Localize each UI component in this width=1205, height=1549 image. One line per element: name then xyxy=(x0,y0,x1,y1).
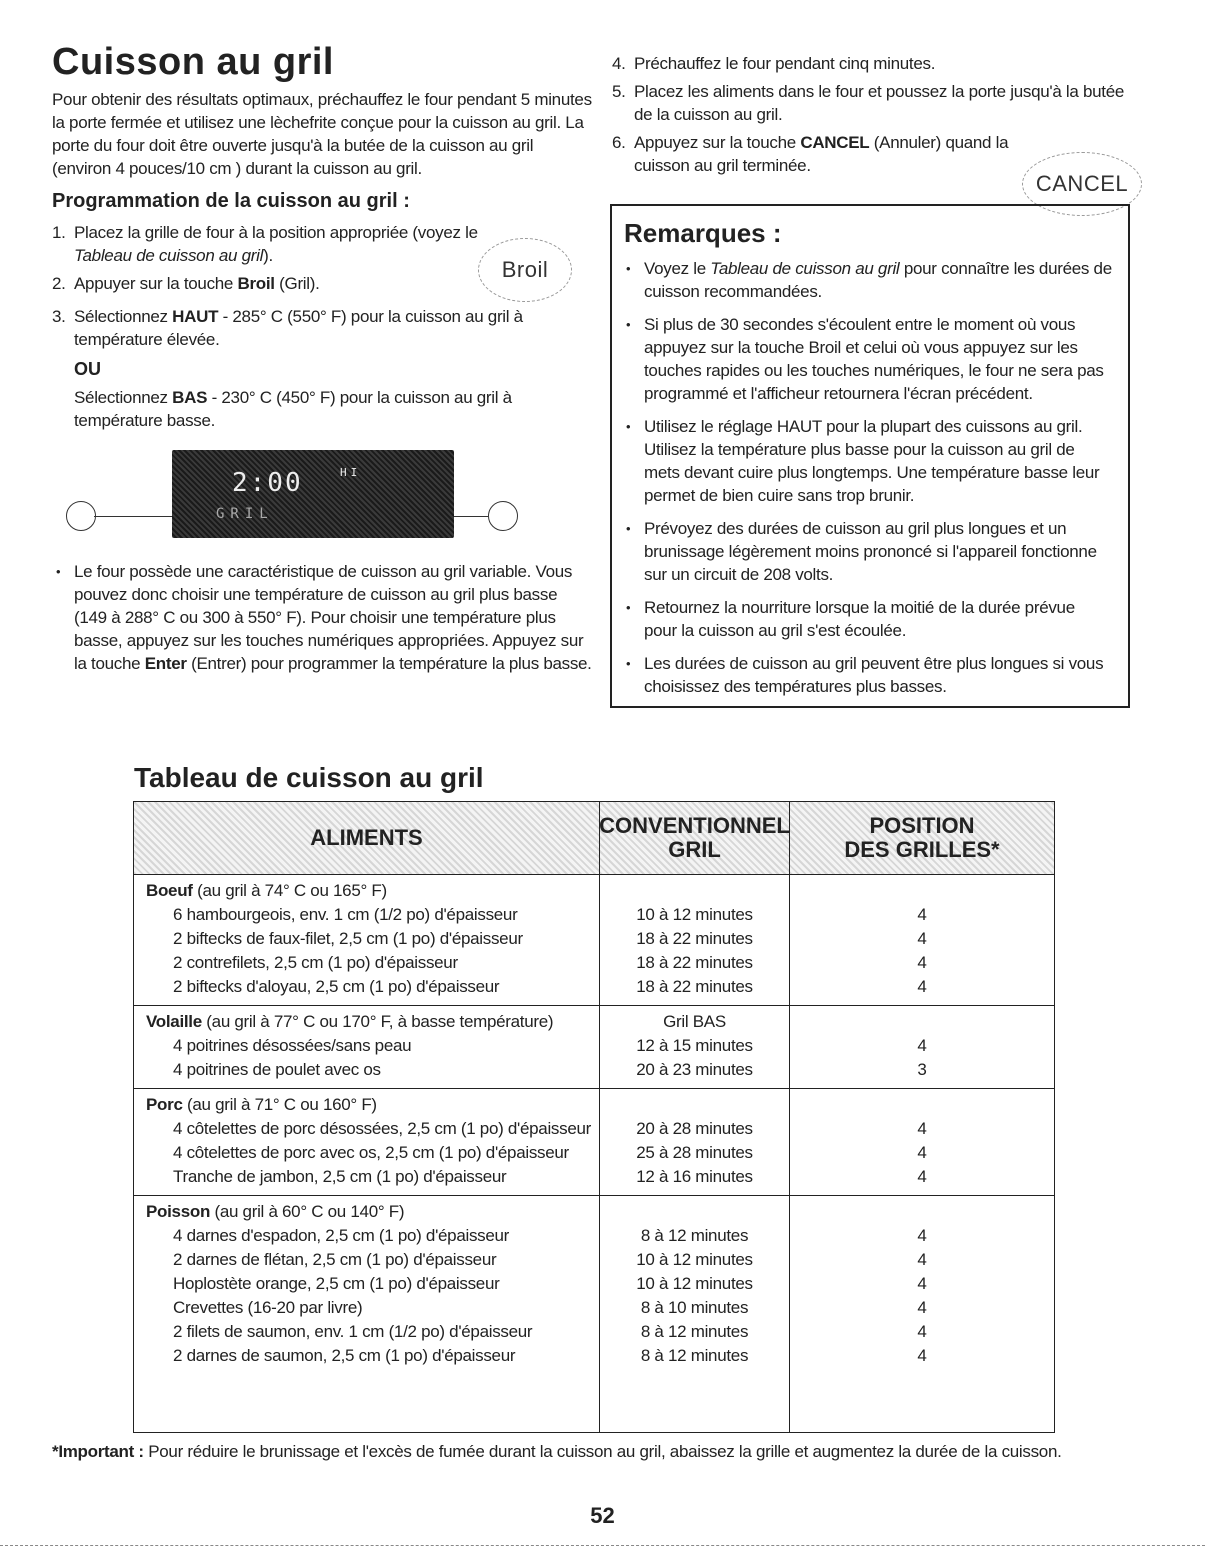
cook-time: 8 à 12 minutes xyxy=(640,1346,749,1365)
display-screen xyxy=(172,450,454,538)
note-text-end: pour connaître les durées de cuisson recommandées. xyxy=(644,259,1112,301)
knob-connector xyxy=(454,516,488,517)
time-cell xyxy=(600,1006,790,1088)
note-text-end: (Entrer) pour programmer la température la plus basse. xyxy=(186,654,592,673)
page-title: Cuisson au gril xyxy=(52,41,334,83)
foods-cell xyxy=(134,1089,600,1195)
rack-position: 4 xyxy=(917,1167,927,1186)
step-4 xyxy=(612,52,1152,75)
food-item: 2 filets de saumon, env. 1 cm (1/2 po) d'épaisseur xyxy=(173,1322,533,1341)
note-item xyxy=(622,517,1112,586)
note-text: Utilisez le réglage HAUT pour la plupart des cuissons au gril. Utilisez la température plus basse pour la cuisson au gril de mets devant cuire plus longtemps. Une température basse leur permet de bien cuire sans trop brunir. xyxy=(644,417,1100,505)
foods-cell xyxy=(134,1196,600,1433)
important-footnote xyxy=(52,1440,1152,1463)
broil-chart-table xyxy=(133,801,1055,1433)
step-text: Préchauffez le four pendant cinq minutes. xyxy=(634,54,936,73)
food-item: 2 biftecks d'aloyau, 2,5 cm (1 po) d'épaisseur xyxy=(173,977,500,996)
group-heading xyxy=(146,1093,599,1117)
group-time-heading: Gril BAS xyxy=(663,1012,726,1031)
time-cell xyxy=(600,1089,790,1195)
time-cell xyxy=(600,875,790,1005)
low-keyword: BAS xyxy=(172,388,208,407)
step-text: Appuyer sur la touche xyxy=(74,274,238,293)
display-time: 2:00 xyxy=(232,468,303,498)
step-text: Placez les aliments dans le four et poussez la porte jusqu'à la butée de la cuisson au gril. xyxy=(634,82,1125,124)
header-rack-position xyxy=(790,802,1054,874)
broil-keyword: Broil xyxy=(237,274,275,293)
food-item: 6 hambourgeois, env. 1 cm (1/2 po) d'épaisseur xyxy=(173,905,518,924)
table-body xyxy=(134,875,1054,1433)
rack-position: 4 xyxy=(917,1143,927,1162)
group-name: Boeuf xyxy=(146,881,193,900)
important-label: *Important : xyxy=(52,1442,144,1461)
rack-position: 4 xyxy=(917,1119,927,1138)
page-number: 52 xyxy=(590,1503,615,1528)
bottom-divider xyxy=(0,1545,1205,1546)
group-time-heading xyxy=(600,879,789,903)
food-item: Hoplostète orange, 2,5 cm (1 po) d'épaisseur xyxy=(173,1274,500,1293)
step-number: 4. xyxy=(612,54,626,73)
group-heading xyxy=(146,1200,599,1224)
header-conventional-line2: GRIL xyxy=(668,837,721,862)
note-item xyxy=(622,313,1112,405)
rack-position: 4 xyxy=(917,1298,927,1317)
step-number: 2. xyxy=(52,274,66,293)
cook-time: 8 à 12 minutes xyxy=(640,1322,749,1341)
food-item: 4 côtelettes de porc avec os, 2,5 cm (1 po) d'épaisseur xyxy=(173,1143,569,1162)
rack-position: 4 xyxy=(917,929,927,948)
step-text: Appuyez sur la touche xyxy=(634,133,801,152)
step-text-end: - 285° C (550° F) pour la cuisson au gril à température élevée. xyxy=(74,307,523,349)
food-item: 2 darnes de saumon, 2,5 cm (1 po) d'épaisseur xyxy=(173,1346,516,1365)
group-name: Volaille xyxy=(146,1012,202,1031)
cook-time: 18 à 22 minutes xyxy=(636,953,753,972)
cook-time: 12 à 16 minutes xyxy=(636,1167,753,1186)
cook-time: 10 à 12 minutes xyxy=(636,1274,753,1293)
rack-position: 4 xyxy=(917,1250,927,1269)
table-group xyxy=(134,1196,1054,1433)
table-group xyxy=(134,1089,1054,1196)
position-cell xyxy=(790,1196,1054,1433)
cook-time: 20 à 23 minutes xyxy=(636,1060,753,1079)
cook-time: 20 à 28 minutes xyxy=(636,1119,753,1138)
variable-broil-note xyxy=(52,560,594,675)
table-reference: Tableau de cuisson au gril xyxy=(710,259,900,278)
note-text: Si plus de 30 secondes s'écoulent entre le moment où vous appuyez sur la touche Broil et celui où vous appuyez sur les touches rapides ou les touches numériques, le four ne sera pas programmé et l'afficheur retournera l'écran précédent. xyxy=(644,315,1104,403)
step-text-end: (Gril). xyxy=(274,274,320,293)
step-text-end: ). xyxy=(263,246,273,265)
rack-position: 4 xyxy=(917,1322,927,1341)
rack-position: 4 xyxy=(917,1346,927,1365)
enter-keyword: Enter xyxy=(144,654,187,673)
rack-position: 4 xyxy=(917,977,927,996)
step-text-end: - 230° C (450° F) pour la cuisson au gril à température basse. xyxy=(74,388,512,430)
step-number: 5. xyxy=(612,82,626,101)
knob-connector xyxy=(94,516,172,517)
broil-button-label: Broil xyxy=(501,257,549,282)
position-cell xyxy=(790,875,1054,1005)
display-level: HI xyxy=(340,466,362,479)
step-text-end: (Annuler) quand la cuisson au gril terminée. xyxy=(634,133,1009,175)
step-3 xyxy=(52,305,592,351)
table-header-row xyxy=(134,802,1054,875)
food-item: 4 côtelettes de porc désossées, 2,5 cm (1 po) d'épaisseur xyxy=(173,1119,591,1138)
group-heading xyxy=(146,1010,599,1034)
notes-box xyxy=(610,204,1130,708)
rack-position: 3 xyxy=(917,1060,927,1079)
step-text: Placez la grille de four à la position appropriée (voyez le xyxy=(74,223,478,242)
programming-heading: Programmation de la cuisson au gril : xyxy=(52,190,410,212)
rack-position: 4 xyxy=(917,953,927,972)
step-6 xyxy=(612,131,1014,177)
cook-time: 12 à 15 minutes xyxy=(636,1036,753,1055)
group-time-heading xyxy=(600,1093,789,1117)
note-item xyxy=(622,596,1112,642)
step-1 xyxy=(52,221,504,267)
cook-time: 8 à 10 minutes xyxy=(640,1298,749,1317)
foods-cell xyxy=(134,1006,600,1088)
note-text: Retournez la nourriture lorsque la moitié de la durée prévue pour la cuisson au gril s'est écoulée. xyxy=(644,598,1075,640)
group-note: (au gril à 77° C ou 170° F, à basse température) xyxy=(201,1012,554,1031)
oven-display-illustration xyxy=(52,446,592,556)
step-5 xyxy=(612,80,1134,126)
note-item xyxy=(622,652,1112,698)
cancel-keyword: CANCEL xyxy=(800,133,870,152)
notes-heading: Remarques : xyxy=(624,218,782,248)
step-text: Sélectionnez xyxy=(74,388,173,407)
step-number: 6. xyxy=(612,133,626,152)
step-number: 3. xyxy=(52,307,66,326)
step-text: Sélectionnez xyxy=(74,307,173,326)
group-name: Porc xyxy=(146,1095,183,1114)
table-group xyxy=(134,1006,1054,1089)
note-text: Le four possède une caractéristique de cuisson au gril variable. Vous pouvez donc choisir une température de cuisson au gril plus basse (149 à 288° C ou 300 à 550° F). Pour choisir une température plus basse, appuyez sur les touches numériques appropriées. Appuyez sur la touche xyxy=(74,562,584,673)
group-note: (au gril à 71° C ou 160° F) xyxy=(182,1095,377,1114)
cook-time: 25 à 28 minutes xyxy=(636,1143,753,1162)
position-cell xyxy=(790,1006,1054,1088)
header-conventional-line1: CONVENTIONNEL xyxy=(599,813,790,838)
table-group xyxy=(134,875,1054,1006)
group-name: Poisson xyxy=(146,1202,211,1221)
group-note: (au gril à 60° C ou 140° F) xyxy=(210,1202,405,1221)
position-cell xyxy=(790,1089,1054,1195)
food-item: 4 poitrines de poulet avec os xyxy=(173,1060,381,1079)
header-conventional xyxy=(600,802,790,874)
step-number: 1. xyxy=(52,223,66,242)
important-text: Pour réduire le brunissage et l'excès de fumée durant la cuisson au gril, abaissez la grille et augmentez la durée de la cuisson. xyxy=(143,1442,1062,1461)
right-knob-icon xyxy=(488,501,518,531)
note-text: Les durées de cuisson au gril peuvent être plus longues si vous choisissez des températures plus basses. xyxy=(644,654,1104,696)
foods-cell xyxy=(134,875,600,1005)
rack-position: 4 xyxy=(917,1036,927,1055)
table-title: Tableau de cuisson au gril xyxy=(134,762,484,793)
cancel-button-label: CANCEL xyxy=(1035,171,1129,196)
note-item xyxy=(622,415,1112,507)
note-text: Prévoyez des durées de cuisson au gril plus longues et un brunissage légèrement moins prononcé si l'appareil fonctionne sur un circuit de 208 volts. xyxy=(644,519,1097,584)
high-keyword: HAUT xyxy=(172,307,219,326)
cook-time: 18 à 22 minutes xyxy=(636,929,753,948)
cook-time: 18 à 22 minutes xyxy=(636,977,753,996)
cook-time: 10 à 12 minutes xyxy=(636,1250,753,1269)
food-item: 4 poitrines désossées/sans peau xyxy=(173,1036,412,1055)
rack-position: 4 xyxy=(917,1274,927,1293)
header-position-line2: DES GRILLES* xyxy=(844,837,1000,862)
group-note: (au gril à 74° C ou 165° F) xyxy=(192,881,387,900)
header-foods: ALIMENTS xyxy=(134,802,600,874)
header-position-line1: POSITION xyxy=(869,813,975,838)
intro-paragraph: Pour obtenir des résultats optimaux, préchauffez le four pendant 5 minutes la porte fermée et utilisez une lèchefrite conçue pour la cuisson au gril. La porte du four doit être ouverte jusqu'à la butée de la cuisson au gril (environ 4 pouces/10 cm ) durant la cuisson au gril. xyxy=(52,90,592,178)
group-heading xyxy=(146,879,599,903)
rack-position: 4 xyxy=(917,905,927,924)
step-3-alternative xyxy=(52,386,592,432)
note-text: Voyez le xyxy=(644,259,711,278)
cook-time: 10 à 12 minutes xyxy=(636,905,753,924)
food-item: Crevettes (16-20 par livre) xyxy=(173,1298,363,1317)
rack-position: 4 xyxy=(917,1226,927,1245)
table-reference: Tableau de cuisson au gril xyxy=(74,246,264,265)
time-cell xyxy=(600,1196,790,1433)
food-item: 4 darnes d'espadon, 2,5 cm (1 po) d'épaisseur xyxy=(173,1226,510,1245)
food-item: Tranche de jambon, 2,5 cm (1 po) d'épaisseur xyxy=(173,1167,507,1186)
note-item xyxy=(622,257,1112,303)
food-item: 2 contrefilets, 2,5 cm (1 po) d'épaisseur xyxy=(173,953,458,972)
broil-button[interactable] xyxy=(478,238,572,302)
left-column xyxy=(52,40,592,683)
food-item: 2 darnes de flétan, 2,5 cm (1 po) d'épaisseur xyxy=(173,1250,497,1269)
food-item: 2 biftecks de faux-filet, 2,5 cm (1 po) d'épaisseur xyxy=(173,929,523,948)
or-label: OU xyxy=(74,359,101,379)
group-time-heading xyxy=(600,1200,789,1224)
display-mode: GRIL xyxy=(216,506,274,522)
left-knob-icon xyxy=(66,501,96,531)
cook-time: 8 à 12 minutes xyxy=(640,1226,749,1245)
